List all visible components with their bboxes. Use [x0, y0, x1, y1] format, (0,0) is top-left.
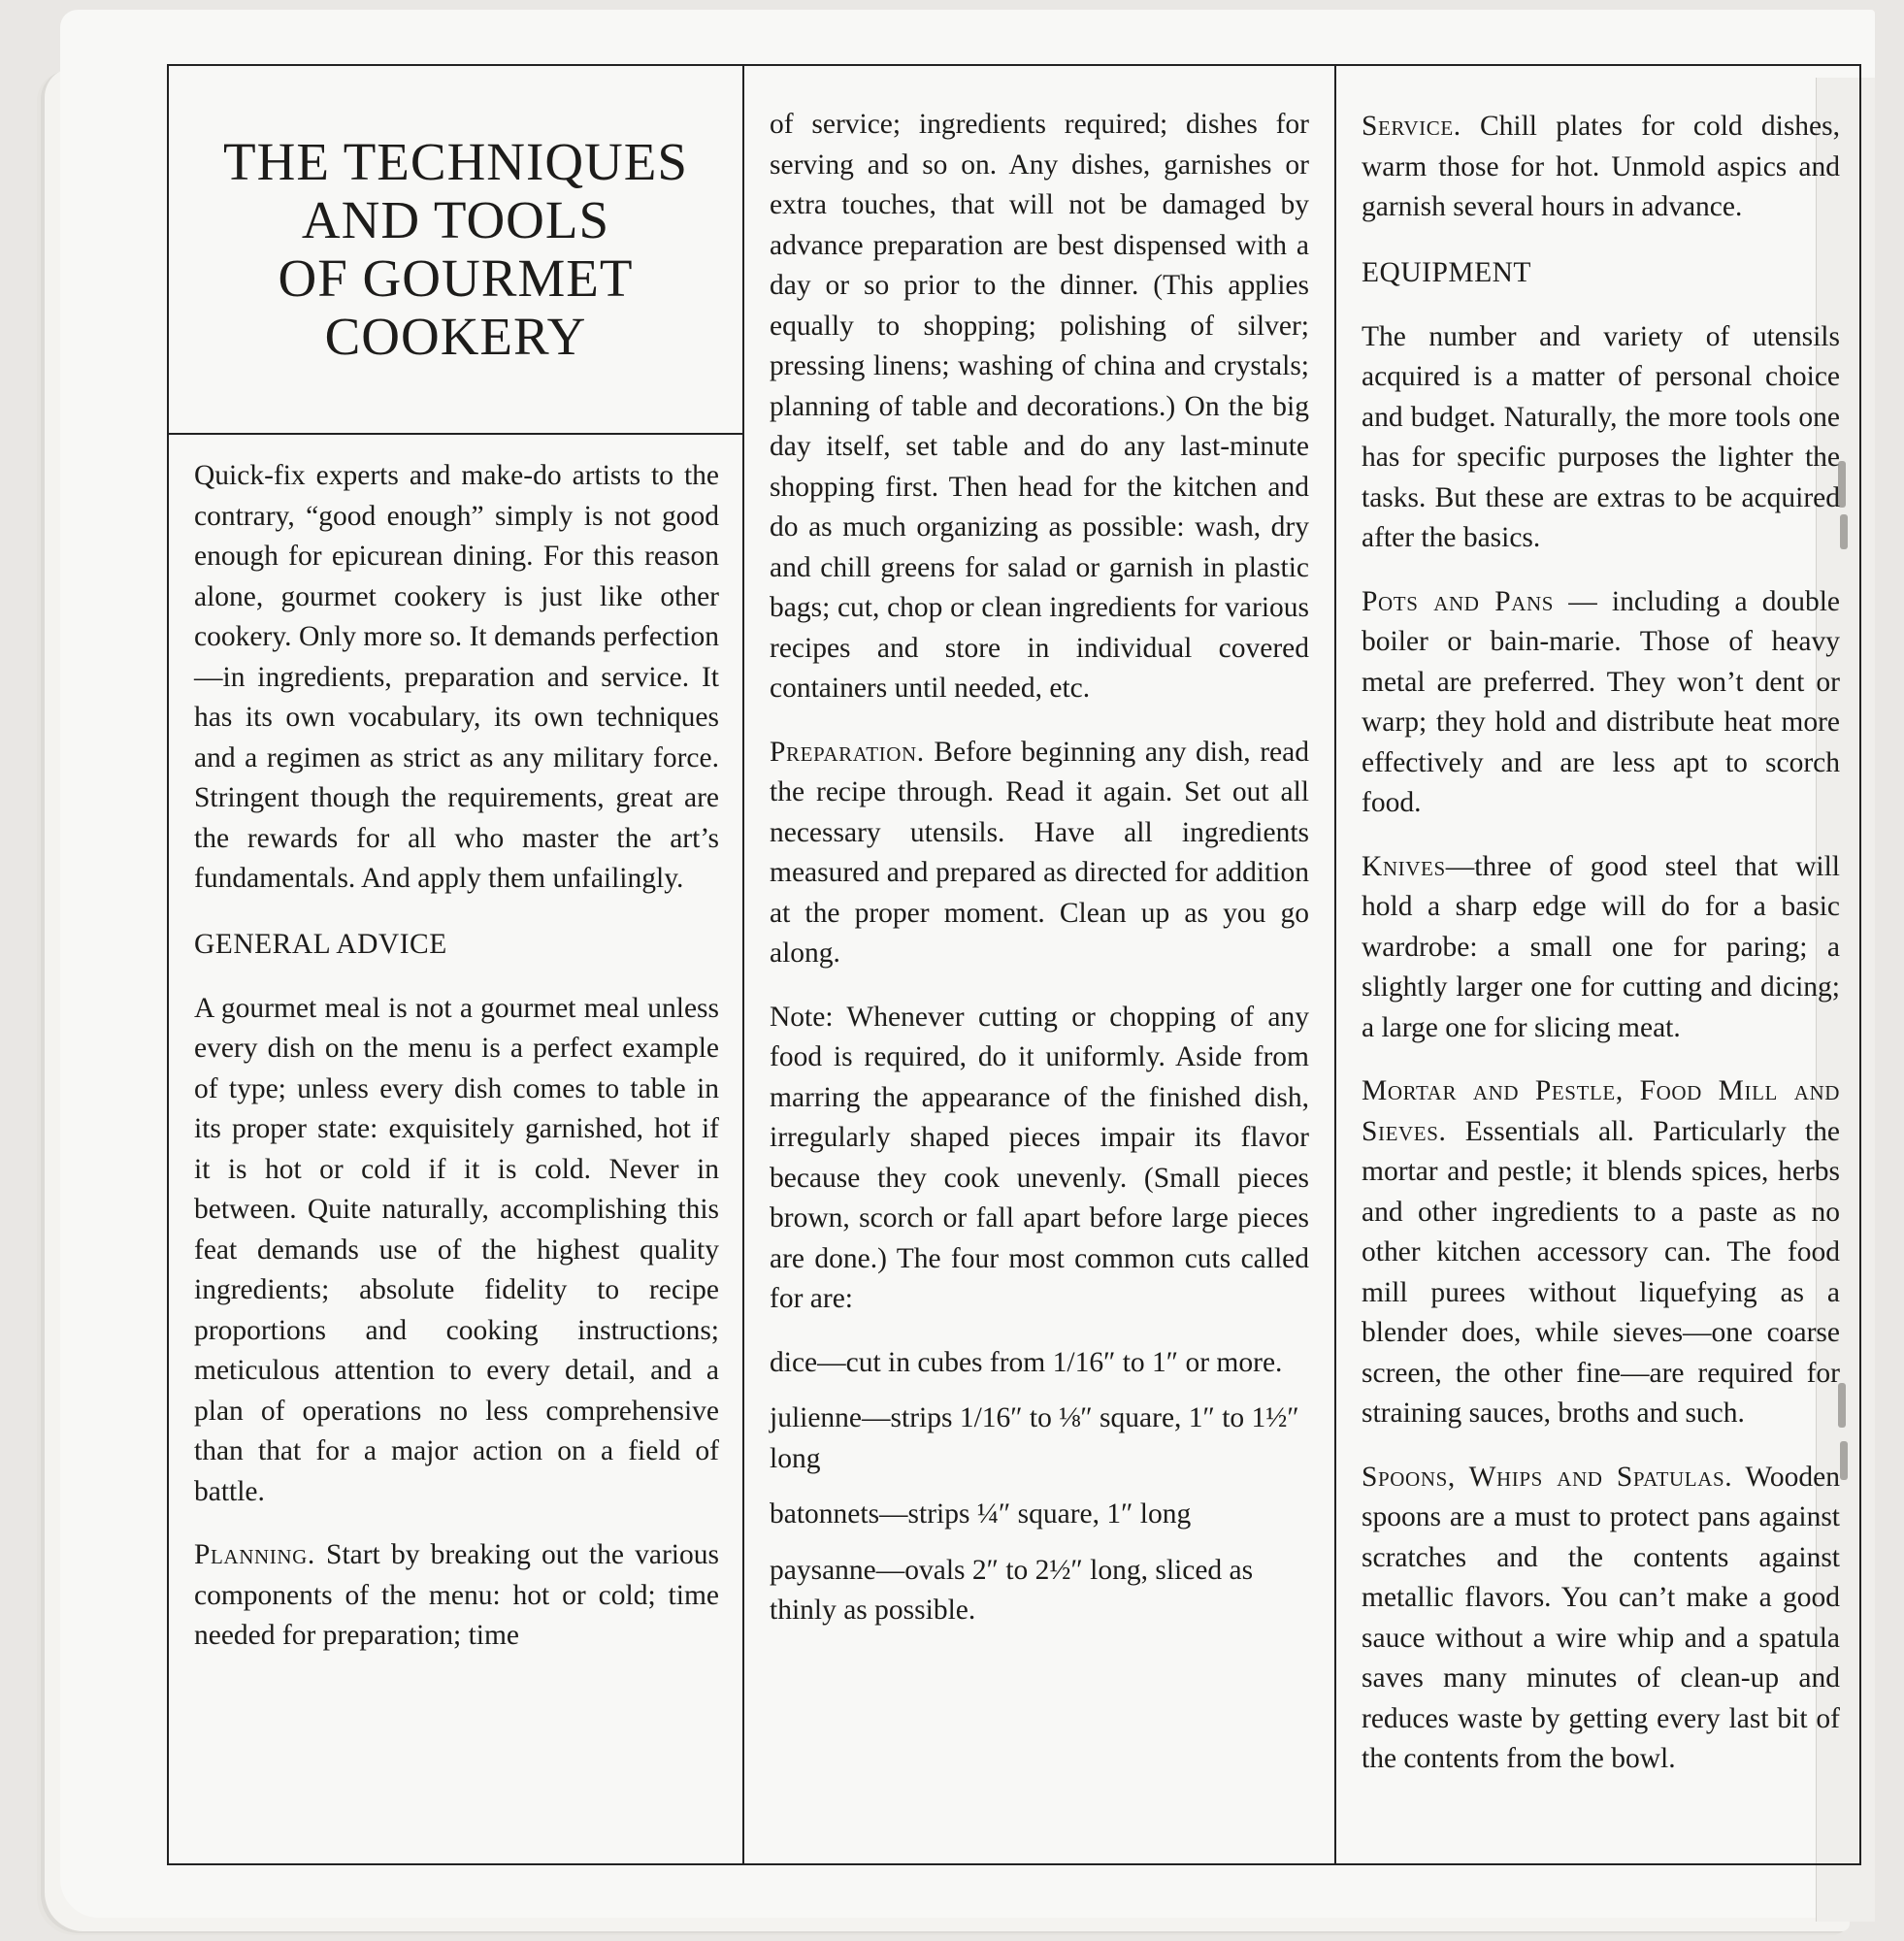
- intro-paragraph: Quick-fix experts and make-do artists to the contrary, “good enough” simply is not good enough for epicurean dining. For this reason alone, gourmet cookery is just like other cookery. Only more so. It demands perfection—in ingredients, preparation and service. It has its own vocabulary, its own techniques and a regimen as strict as any military force. Stringent though the requirements, great are the rewards for all who master the art’s fundamentals. And apply them unfailingly.: [194, 460, 719, 894]
- text-frame: [167, 64, 1861, 1865]
- preparation-paragraph: [770, 733, 1309, 974]
- service-paragraph: [1362, 107, 1840, 228]
- planning-paragraph: [194, 1535, 719, 1657]
- mortar-text: Essentials all. Particularly the mortar and pestle; it blends spices, herbs and other ingredients to a paste as no other kitchen accessory can. The food mill purees without liquefying as a blender does, while sieves—one coarse screen, the other fine—are required for straining sauces, broths and such.: [1362, 1115, 1840, 1429]
- column-3: [1336, 66, 1859, 1863]
- knives-label: Knives: [1362, 850, 1446, 882]
- page-title: THE TECHNIQUES AND TOOLS OF GOURMET COOKERY: [223, 132, 688, 366]
- spoons-text: Wooden spoons are a must to protect pans against scratches and the contents against metallic flavors. You can’t make a good sauce without a wire whip and a spatula saves many minutes of clean-up and reduces waste by getting every last bit of the contents from the bowl.: [1362, 1461, 1840, 1774]
- column-1-body: [169, 435, 742, 1657]
- preparation-text: Before beginning any dish, read the recipe through. Read it again. Set out all necessary utensils. Have all ingredients measured and prepared as directed for addition at the proper moment. Clean up as you go along.: [770, 736, 1309, 969]
- general-advice-heading: GENERAL ADVICE: [194, 928, 447, 960]
- title-box: [169, 66, 742, 435]
- spoons-label: Spoons, Whips and Spatulas.: [1362, 1461, 1733, 1493]
- booklet-page: [60, 10, 1875, 1918]
- planning-continued-paragraph: of service; ingredients required; dishes for serving and so on. Any dishes, garnishes or extra touches, that will not be damaged by advance preparation are best dispensed with a day or so prior to the dinner. (This applies equally to shopping; polishing of silver; pressing linens; washing of china and crystals; planning of table and decorations.) On the big day itself, set table and do any last-minute shopping first. Then head for the kitchen and do as much organizing as possible: wash, dry and chill greens for salad or garnish in plastic bags; cut, chop or clean ingredients for various recipes and store in individual covered containers until needed, etc.: [770, 109, 1309, 704]
- cut-item: dice—cut in cubes from 1/16″ to 1″ or more.: [770, 1346, 1283, 1378]
- planning-text: Start by breaking out the various components of the menu: hot or cold; time needed for preparation; time: [194, 1539, 719, 1651]
- general-advice-paragraph: A gourmet meal is not a gourmet meal unless every dish on the menu is a perfect example of type; unless every dish comes to table in its proper state: exquisitely garnished, hot if it is hot or cold if it is cold. Never in between. Quite naturally, accomplishing this feat demands use of the highest quality ingredients; absolute fidelity to recipe proportions and cooking instructions; meticulous attention to every detail, and a plan of operations no less comprehensive than that for a major action on a field of battle.: [194, 992, 719, 1507]
- spoons-paragraph: [1362, 1458, 1840, 1780]
- column-2: [744, 66, 1336, 1863]
- cut-item: paysanne—ovals 2″ to 2½″ long, sliced as thinly as possible.: [770, 1554, 1254, 1626]
- knives-paragraph: [1362, 847, 1840, 1049]
- note-paragraph: Note: Whenever cutting or chopping of any food is required, do it uniformly. Aside from marring the appearance of the finished dish, irregularly shaped pieces impair its flavor because they cook unevenly. (Small pieces brown, scorch or fall apart before large pieces are done.) The four most common cuts called for are:: [770, 1001, 1309, 1314]
- cuts-list: [770, 1343, 1309, 1631]
- column-1: [169, 66, 744, 1863]
- pots-paragraph: [1362, 582, 1840, 824]
- service-label: Service.: [1362, 111, 1461, 142]
- planning-label: Planning.: [194, 1539, 315, 1570]
- cut-item: julienne—strips 1/16″ to ⅛″ square, 1″ to 1½″ long: [770, 1402, 1299, 1474]
- preparation-label: Preparation.: [770, 736, 925, 768]
- service-text: Chill plates for cold dishes, warm those for hot. Unmold aspics and garnish several hours in advance.: [1362, 111, 1840, 222]
- knives-text: —three of good steel that will hold a sharp edge will do for a basic wardrobe: a small one for paring; a slightly larger one for cutting and dicing; a large one for slicing meat.: [1362, 850, 1840, 1043]
- mortar-paragraph: [1362, 1071, 1840, 1434]
- pots-label: Pots and Pans: [1362, 585, 1555, 617]
- equipment-paragraph: The number and variety of utensils acquired is a matter of personal choice and budget. Naturally, the more tools one has for specific purposes the lighter the tasks. But these are extras to be acquired after the basics.: [1362, 320, 1840, 553]
- cut-item: batonnets—strips ¼″ square, 1″ long: [770, 1498, 1192, 1530]
- mortar-label: Mortar and Pestle, Food Mill and Sieves.: [1362, 1075, 1840, 1147]
- equipment-heading: EQUIPMENT: [1362, 256, 1531, 288]
- pots-text: — including a double boiler or bain-marie. Those of heavy metal are preferred. They won’t dent or warp; they hold and distribute heat more effectively and are less apt to scorch food.: [1362, 585, 1840, 818]
